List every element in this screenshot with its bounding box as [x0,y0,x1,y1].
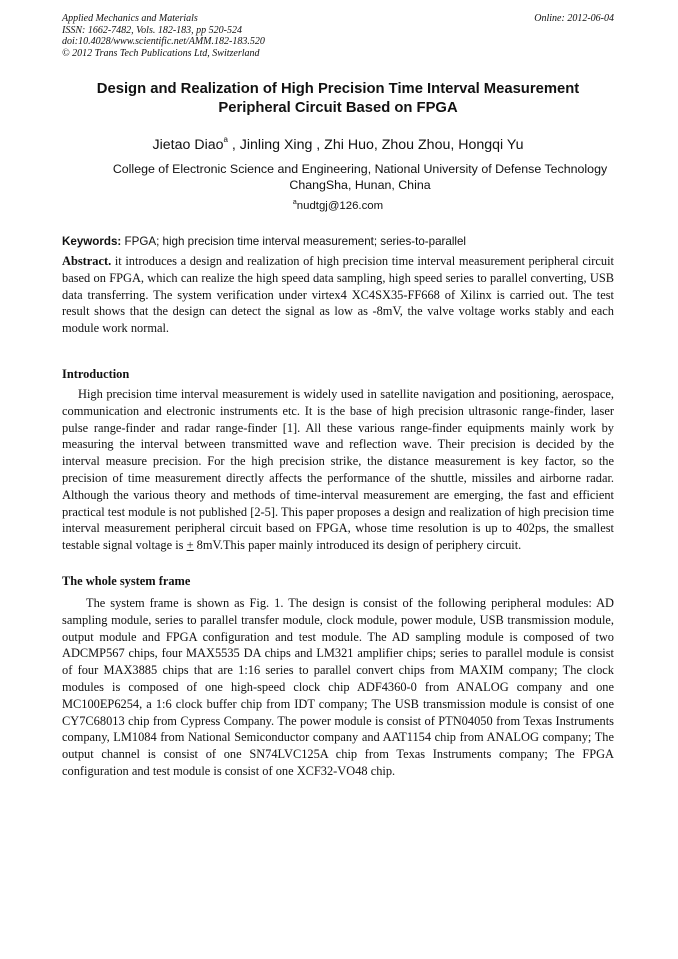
author-list [62,136,614,154]
copyright-line: © 2012 Trans Tech Publications Ltd, Switzerland [62,47,260,59]
title-line-2: Peripheral Circuit Based on FPGA [218,99,458,116]
other-authors: , Jinling Xing , Zhi Huo, Zhou Zhou, Hongqi Yu [227,137,524,153]
email-affiliation-mark: a [292,199,297,206]
keywords-text: FPGA; high precision time interval measurement; series-to-parallel [121,235,467,248]
affiliation-line-2: ChangSha, Hunan, China [289,177,431,192]
journal-header [62,13,614,59]
author-affiliation-mark: a [223,135,228,144]
title-line-1: Design and Realization of High Precision Time Interval Measurement [96,81,580,97]
doi-line: doi:10.4028/www.scientific.net/AMM.182-183.520 [62,36,265,48]
first-author: Jietao Diao [152,137,224,153]
introduction-paragraph [62,386,614,554]
abstract-text: it introduces a design and realization of high precision time interval measurement peripheral circuit based on FPGA, which can realize the high speed data sampling, high speed series to parallel converting, USB data transferring. The system verification under virtex4 XC4SX35-FF668 of Xilinx is carried out. The test result shows that the design can detect the signal as low as -8mV, the valve voltage works stably and each module work normal. [62,254,614,336]
contact-email [62,199,614,213]
abstract [62,253,614,337]
online-date: Online: 2012-06-04 [534,13,614,24]
issn-line: ISSN: 1662-7482, Vols. 182-183, pp 520-524 [62,24,242,36]
introduction-heading: Introduction [62,367,130,381]
email-address: nudtgj@126.com [296,200,384,212]
keywords [62,235,614,249]
journal-name: Applied Mechanics and Materials [62,13,198,24]
introduction-text: High precision time interval measurement is widely used in satellite navigation and positioning, aerospace, communication and electronic instruments etc. It is the base of high precision ultrasonic range-finder, laser pulse range-finder and radar range-finder [1]. All these various range-finder equipments mainly work by measuring the interval between transmitted wave and reflection wave. Their precision is decided by the interval measure precision. For the high precision strike, the distance measurement is key factor, so the precision of time measurement directly affects the performance of the shuttle, missiles and airborne radar. Although the various theory and methods of time-interval measurement are emerging, the fast and efficient practical test module is not published [2-5]. This paper proposes a design and realization of high precision time interval measurement peripheral circuit based on FPGA, whose time resolution is up to 402ps, the smallest testable signal voltage is [62,387,614,553]
system-frame-paragraph: The system frame is shown as Fig. 1. The design is consist of the following peripheral modules: AD sampling module, series to parallel transfer module, clock module, power module, USB transmission module, output module and FPGA configuration and test module. The AD sampling module is composed of two ADCMP567 chips, four MAX5535 DA chips and LM321 amplifier chips; series to parallel module is consist of four MAX3885 chips that are 1:16 series to parallel convert chips from MAXIM company; The clock modules is composed of one high-speed clock chip ADF4360-0 from ANALOG company and one MC100EP6254, a 1:6 clock buffer chip from IDT company; The USB transmission module is consist of one CY7C68013 chip from Cypress Company. The power module is consist of PTN04050 from Texas Instruments company, LM1084 from National Semiconductor company and AAT1154 chip from ANALOG company; The output channel is consist of one SN74LVC125A chip from Texas Instruments company; The FPGA configuration and test module is consist of one XCF32-VO48 chip. [62,596,614,778]
affiliation-line-1: College of Electronic Science and Engineering, National University of Defense Technology [112,162,608,176]
keywords-label: Keywords: [62,235,122,248]
abstract-label: Abstract. [62,254,112,268]
paper-title [62,80,614,118]
plus-minus-sign: + [186,538,194,553]
affiliation [100,162,620,193]
system-frame-heading: The whole system frame [62,574,191,588]
introduction-text-end: 8mV.This paper mainly introduced its design of periphery circuit. [193,538,522,553]
